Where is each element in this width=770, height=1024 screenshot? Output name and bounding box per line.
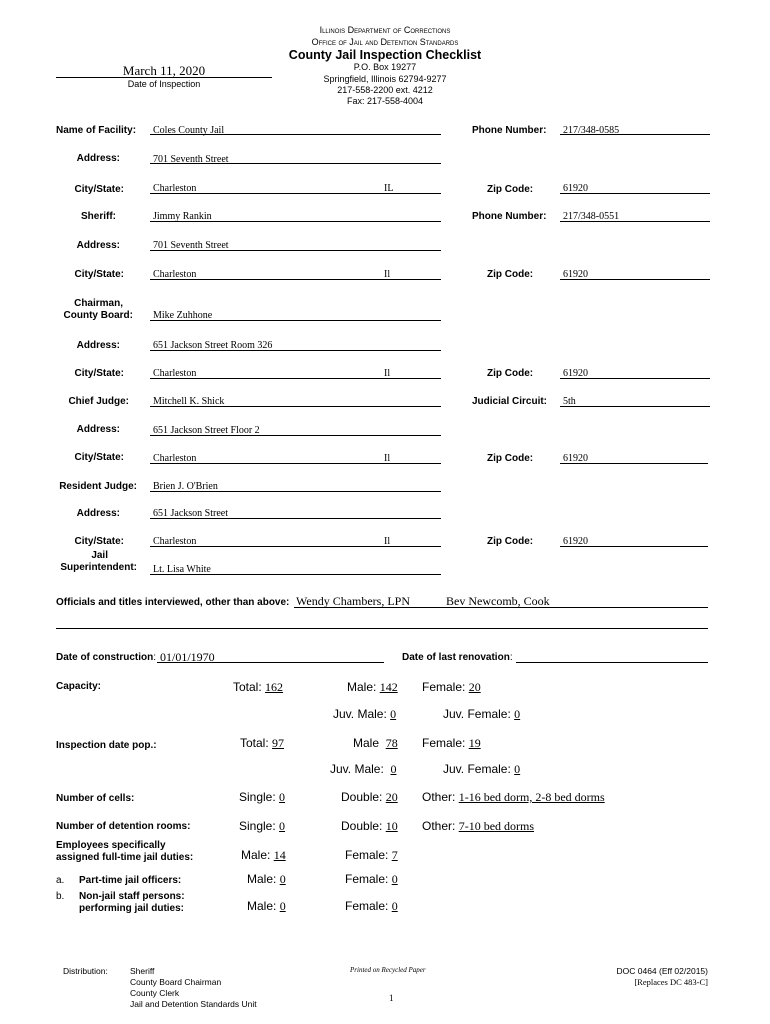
employees-female-value: 7 xyxy=(391,848,398,862)
capacity-total-label: Total: xyxy=(233,680,262,694)
chief-judge-city-label: City/State: xyxy=(74,452,124,463)
resident-judge-city-line xyxy=(150,546,441,547)
facility-phone-label: Phone Number: xyxy=(472,125,547,136)
chairman-zip-label: Zip Code: xyxy=(487,368,534,379)
resident-judge-city-label: City/State: xyxy=(74,536,124,547)
cells-single xyxy=(239,790,285,805)
inspection-pop-female-value: 19 xyxy=(468,736,481,750)
city-zip: Springfield, Illinois 62794-9277 xyxy=(323,74,447,84)
sheriff-city-line xyxy=(150,279,441,280)
chief-judge-city-line xyxy=(150,463,441,464)
chairman-name-value: Mike Zuhhone xyxy=(153,310,213,321)
officials-value-1: Wendy Chambers, LPN xyxy=(296,594,411,608)
detention-double-label: Double: xyxy=(341,819,383,833)
non-jail-male-value: 0 xyxy=(279,899,286,913)
inspection-pop-male xyxy=(353,736,398,751)
superintendent-label-1: Jail xyxy=(91,550,108,561)
inspection-pop-male-value: 78 xyxy=(385,736,398,750)
inspection-pop-total-label: Total: xyxy=(240,736,269,750)
capacity-female-value: 20 xyxy=(468,680,481,694)
chief-judge-address-label: Address: xyxy=(76,424,120,435)
employees-label-1: Employees specifically xyxy=(56,840,166,851)
part-time-label: Part-time jail officers: xyxy=(79,875,182,886)
resident-judge-label: Resident Judge: xyxy=(59,481,137,492)
doc-number: DOC 0464 (Eff 02/2015) xyxy=(616,966,708,976)
employees-label-2: assigned full-time jail duties: xyxy=(56,852,194,863)
cells-double-label: Double: xyxy=(341,790,383,804)
capacity-juv-female-value: 0 xyxy=(514,707,521,721)
capacity-juv-male-label: Juv. Male: xyxy=(333,707,387,721)
inspection-pop-juv-male xyxy=(330,762,396,777)
capacity-male-value: 142 xyxy=(379,680,398,694)
chairman-name-line xyxy=(150,320,441,321)
facility-address-value: 701 Seventh Street xyxy=(153,154,229,165)
po-box: P.O. Box 19277 xyxy=(353,62,417,72)
inspection-pop-juv-female-label: Juv. Female: xyxy=(443,762,511,776)
facility-name-value: Coles County Jail xyxy=(153,125,225,136)
inspection-date-label: Date of Inspection xyxy=(127,79,201,89)
part-time-female-value: 0 xyxy=(391,872,398,886)
facility-zip-label: Zip Code: xyxy=(487,184,534,195)
sheriff-zip-line xyxy=(560,279,710,280)
sheriff-name-value: Jimmy Rankin xyxy=(153,211,212,222)
chief-judge-city-value: Charleston xyxy=(153,453,197,464)
detention-double-value: 10 xyxy=(385,819,398,833)
detention-single xyxy=(239,819,285,834)
chief-judge-zip-value: 61920 xyxy=(563,453,588,464)
inspection-pop-total xyxy=(240,736,284,751)
chairman-zip-line xyxy=(560,378,710,379)
construction-row: Date of construction: xyxy=(56,652,157,663)
detention-single-label: Single: xyxy=(239,819,276,833)
recycled-note: Printed on Recycled Paper xyxy=(350,966,426,974)
chief-judge-address-line xyxy=(150,435,441,436)
chief-judge-name-value: Mitchell K. Shick xyxy=(153,396,225,407)
employees-male xyxy=(241,848,286,863)
detention-other-label: Other: xyxy=(422,819,456,833)
cells-other-label: Other: xyxy=(422,790,456,804)
sheriff-phone-label: Phone Number: xyxy=(472,211,547,222)
part-time-marker: a. xyxy=(56,875,65,886)
resident-judge-zip-line xyxy=(560,546,708,547)
chairman-address-value: 651 Jackson Street Room 326 xyxy=(153,340,273,351)
sheriff-zip-label: Zip Code: xyxy=(487,269,534,280)
sheriff-city-label: City/State: xyxy=(74,269,124,280)
capacity-juv-female xyxy=(443,707,520,722)
renovation-row: Date of last renovation: xyxy=(402,652,513,663)
sheriff-address-value: 701 Seventh Street xyxy=(153,240,229,251)
inspection-pop-juv-female xyxy=(443,762,520,777)
non-jail-male-label: Male: xyxy=(247,899,277,913)
resident-judge-address-line xyxy=(150,518,441,519)
judicial-circuit-value: 5th xyxy=(563,396,576,407)
chairman-label-1: Chairman, xyxy=(74,298,123,309)
detention-other-value: 7-10 bed dorms xyxy=(458,819,535,833)
part-time-male-value: 0 xyxy=(279,872,286,886)
officials-label: Officials and titles interviewed, other than above: xyxy=(56,597,290,608)
form-title: County Jail Inspection Checklist xyxy=(288,48,482,62)
superintendent-label-2: Superintendent: xyxy=(60,562,137,573)
construction-value: 01/01/1970 xyxy=(160,650,215,664)
non-jail-label-2: performing jail duties: xyxy=(79,903,185,914)
capacity-juv-female-label: Juv. Female: xyxy=(443,707,511,721)
officials-value-2: Bev Newcomb, Cook xyxy=(446,594,550,608)
cells-single-label: Single: xyxy=(239,790,276,804)
facility-address-label: Address: xyxy=(76,153,120,164)
facility-city-value: Charleston xyxy=(153,183,197,194)
facility-name-line xyxy=(150,134,441,135)
facility-address-line xyxy=(150,163,441,164)
construction-label: Date of construction xyxy=(56,652,154,663)
non-jail-female-value: 0 xyxy=(391,899,398,913)
inspection-pop-juv-female-value: 0 xyxy=(514,762,521,776)
renovation-line xyxy=(516,662,708,663)
employees-male-label: Male: xyxy=(241,848,271,862)
distribution-item: Sheriff xyxy=(130,966,155,976)
sheriff-phone-line xyxy=(560,221,710,222)
office-fax: Fax: 217-558-4004 xyxy=(346,96,424,106)
chief-judge-state-value: Il xyxy=(384,453,391,464)
chairman-zip-value: 61920 xyxy=(563,368,588,379)
inspection-pop-label: Inspection date pop.: xyxy=(56,740,157,751)
distribution-item: Jail and Detention Standards Unit xyxy=(130,999,257,1009)
superintendent-name-value: Lt. Lisa White xyxy=(153,564,211,575)
distribution-item: County Board Chairman xyxy=(130,977,222,987)
sheriff-name-line xyxy=(150,221,441,222)
chairman-city-line xyxy=(150,378,441,379)
resident-judge-state-value: Il xyxy=(384,536,391,547)
chairman-city-value: Charleston xyxy=(153,368,197,379)
chairman-label-2: County Board: xyxy=(63,310,133,321)
page-number: 1 xyxy=(389,993,394,1003)
facility-phone-value: 217/348-0585 xyxy=(563,125,620,136)
distribution-item: County Clerk xyxy=(130,988,180,998)
dept-name: Illinois Department of Corrections xyxy=(319,25,451,35)
inspection-pop-male-label: Male xyxy=(353,736,380,750)
detention-other xyxy=(422,819,534,834)
chairman-state-value: Il xyxy=(384,368,391,379)
replaces-note: [Replaces DC 483-C] xyxy=(634,977,708,987)
resident-judge-city-value: Charleston xyxy=(153,536,197,547)
construction-line xyxy=(157,662,384,663)
resident-judge-address-value: 651 Jackson Street xyxy=(153,508,228,519)
chief-judge-address-value: 651 Jackson Street Floor 2 xyxy=(153,425,260,436)
inspection-pop-female-label: Female: xyxy=(422,736,466,750)
chief-judge-zip-line xyxy=(560,463,708,464)
capacity-total xyxy=(233,680,283,695)
chief-judge-name-line xyxy=(150,406,441,407)
detention-double xyxy=(341,819,398,834)
cells-label: Number of cells: xyxy=(56,793,135,804)
employees-female-label: Female: xyxy=(345,848,389,862)
sheriff-phone-value: 217/348-0551 xyxy=(563,211,620,222)
employees-male-value: 14 xyxy=(273,848,286,862)
resident-judge-zip-label: Zip Code: xyxy=(487,536,534,547)
office-phone: 217-558-2200 ext. 4212 xyxy=(337,85,433,95)
cells-single-value: 0 xyxy=(279,790,286,804)
part-time-female xyxy=(345,872,398,887)
sheriff-address-label: Address: xyxy=(76,240,120,251)
capacity-male-label: Male: xyxy=(347,680,377,694)
cells-other xyxy=(422,790,605,805)
resident-judge-name-line xyxy=(150,491,441,492)
non-jail-label-1: Non-jail staff persons: xyxy=(79,891,185,902)
office-name: Office of Jail and Detention Standards xyxy=(311,37,459,47)
inspection-pop-juv-male-label: Juv. Male: xyxy=(330,762,384,776)
superintendent-name-line xyxy=(150,574,441,575)
sheriff-zip-value: 61920 xyxy=(563,269,588,280)
part-time-male-label: Male: xyxy=(247,872,277,886)
cells-double-value: 20 xyxy=(385,790,398,804)
facility-city-label: City/State: xyxy=(74,184,124,195)
judicial-circuit-label: Judicial Circuit: xyxy=(472,396,548,407)
capacity-female-label: Female: xyxy=(422,680,466,694)
inspection-pop-total-value: 97 xyxy=(272,736,285,750)
sheriff-address-line xyxy=(150,250,441,251)
capacity-juv-male-value: 0 xyxy=(390,707,397,721)
capacity-female xyxy=(422,680,481,695)
judicial-circuit-line xyxy=(560,406,710,407)
non-jail-male xyxy=(247,899,286,914)
facility-state-value: IL xyxy=(384,183,394,194)
sheriff-state-value: Il xyxy=(384,269,391,280)
chief-judge-zip-label: Zip Code: xyxy=(487,453,534,464)
capacity-total-value: 162 xyxy=(265,680,284,694)
officials-line-2 xyxy=(56,628,708,629)
facility-zip-line xyxy=(560,193,710,194)
facility-city-line xyxy=(150,193,441,194)
inspection-date-line xyxy=(56,77,272,78)
chairman-address-line xyxy=(150,350,441,351)
non-jail-female-label: Female: xyxy=(345,899,389,913)
officials-line-1 xyxy=(294,607,708,608)
capacity-juv-male xyxy=(333,707,396,722)
part-time-female-label: Female: xyxy=(345,872,389,886)
distribution-label: Distribution: xyxy=(63,966,108,976)
resident-judge-address-label: Address: xyxy=(76,508,120,519)
non-jail-female xyxy=(345,899,398,914)
renovation-label: Date of last renovation xyxy=(402,652,510,663)
detention-rooms-label: Number of detention rooms: xyxy=(56,821,191,832)
resident-judge-name-value: Brien J. O'Brien xyxy=(153,481,218,492)
chairman-address-label: Address: xyxy=(76,340,120,351)
capacity-label: Capacity: xyxy=(56,681,102,692)
facility-zip-value: 61920 xyxy=(563,183,588,194)
detention-single-value: 0 xyxy=(279,819,286,833)
facility-name-label: Name of Facility: xyxy=(56,125,137,136)
sheriff-label: Sheriff: xyxy=(81,211,116,222)
capacity-male xyxy=(347,680,398,695)
chief-judge-label: Chief Judge: xyxy=(68,396,129,407)
chairman-city-label: City/State: xyxy=(74,368,124,379)
part-time-male xyxy=(247,872,286,887)
sheriff-city-value: Charleston xyxy=(153,269,197,280)
resident-judge-zip-value: 61920 xyxy=(563,536,588,547)
cells-double xyxy=(341,790,398,805)
employees-female xyxy=(345,848,398,863)
inspection-pop-juv-male-value: 0 xyxy=(390,762,397,776)
facility-phone-line xyxy=(560,134,710,135)
non-jail-marker: b. xyxy=(56,891,65,902)
cells-other-value: 1-16 bed dorm, 2-8 bed dorms xyxy=(458,790,605,804)
inspection-date-value: March 11, 2020 xyxy=(122,63,206,78)
inspection-pop-female xyxy=(422,736,481,751)
